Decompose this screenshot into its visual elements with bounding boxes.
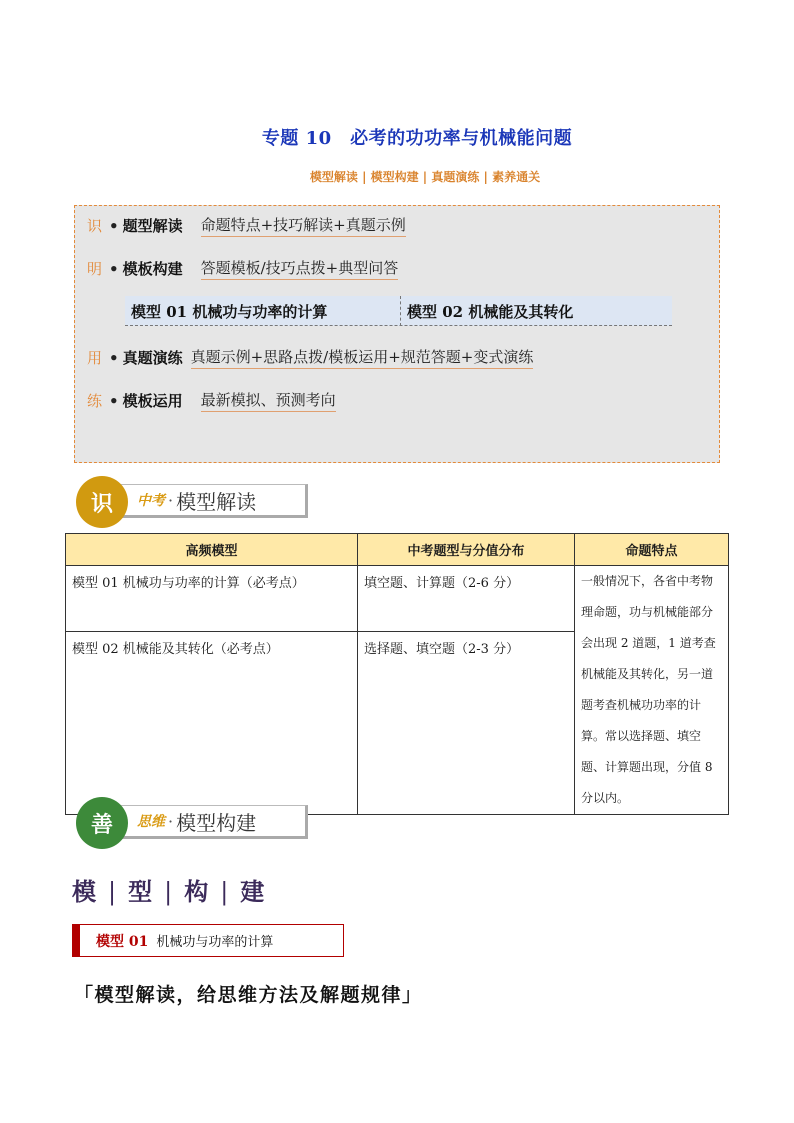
overview-heading: 模板运用: [122, 392, 183, 410]
section-dot: ·: [168, 490, 174, 510]
model-02-box: 模型 02 机械能及其转化: [400, 296, 672, 326]
distribution-table: [65, 533, 729, 815]
overview-heading: 题型解读: [122, 217, 183, 235]
table-header: 高频模型: [66, 534, 358, 566]
page-subtitle: 模型解读 | 模型构建 | 真题演练 | 素养通关: [309, 170, 541, 184]
table-header-row: [66, 534, 729, 566]
table-row: [66, 566, 729, 632]
section-badge-model-construction: [76, 797, 336, 845]
heading-char: 构: [184, 877, 211, 906]
bullet-dot: •: [109, 391, 119, 410]
section-circle-icon: 识: [76, 476, 128, 528]
divider: [125, 325, 672, 326]
overview-desc: 最新模拟、预测考向: [201, 389, 336, 412]
overview-row: [87, 214, 406, 237]
bullet-dot: •: [109, 348, 119, 367]
section-tag: 中考: [137, 493, 165, 509]
heading-char: 建: [240, 877, 267, 906]
model-construction-heading: [72, 872, 266, 907]
separator: |: [164, 878, 175, 906]
overview-char: 用: [87, 349, 103, 367]
table-cell-model: 模型 01 机械功与功率的计算（必考点）: [66, 566, 358, 632]
section-badge-model-interpretation: [76, 476, 336, 524]
table-cell-dist: 选择题、填空题（2-3 分）: [358, 632, 575, 815]
heading-char: 型: [128, 877, 155, 906]
section-dot: ·: [168, 811, 174, 831]
model-01-tag: [72, 924, 344, 957]
section-title: 模型构建: [176, 810, 257, 835]
bullet-dot: •: [109, 259, 119, 278]
heading-char: 模: [72, 877, 98, 906]
overview-desc: 真题示例+思路点拨/模板运用+规范答题+变式演练: [191, 346, 534, 369]
overview-desc: 答题模板/技巧点拨+典型问答: [201, 257, 399, 280]
overview-char: 练: [87, 392, 103, 410]
model-interpretation-heading: 「模型解读，给思维方法及解题规律」: [74, 984, 423, 1006]
section-circle-icon: 善: [76, 797, 128, 849]
separator: |: [108, 878, 119, 906]
overview-row: [87, 257, 398, 280]
section-bar: [112, 805, 308, 839]
overview-char: 明: [87, 260, 103, 278]
table-header: 命题特点: [575, 534, 729, 566]
model-01-box: 模型 01 机械功与功率的计算: [125, 296, 400, 326]
overview-desc: 命题特点+技巧解读+真题示例: [201, 214, 406, 237]
section-bar: [112, 484, 308, 518]
separator: |: [220, 878, 231, 906]
section-tag: 思维: [137, 814, 165, 830]
overview-row: [87, 389, 336, 412]
table-cell-dist: 填空题、计算题（2-6 分）: [358, 566, 575, 632]
table-header: 中考题型与分值分布: [358, 534, 575, 566]
table-cell-model: 模型 02 机械能及其转化（必考点）: [66, 632, 358, 815]
table-cell-feature: 一般情况下，各省中考物理命题，功与机械能部分会出现 2 道题，1 道考查机械能及其转化，另一道题考查机械功功率的计算。常以选择题、填空题、计算题出现，分值 8 分以内。: [575, 566, 729, 815]
bullet-dot: •: [109, 216, 119, 235]
model-tag-code: 模型 01: [96, 933, 149, 950]
overview-heading: 真题演练: [122, 349, 183, 367]
overview-heading: 模板构建: [122, 260, 183, 278]
overview-row: [87, 346, 533, 369]
model-tag-name: 机械功与功率的计算: [156, 935, 274, 950]
section-title: 模型解读: [176, 489, 257, 514]
overview-box: [74, 205, 720, 463]
page-title: 专题 10 必考的功功率与机械能问题: [261, 128, 573, 149]
overview-char: 识: [87, 217, 103, 235]
